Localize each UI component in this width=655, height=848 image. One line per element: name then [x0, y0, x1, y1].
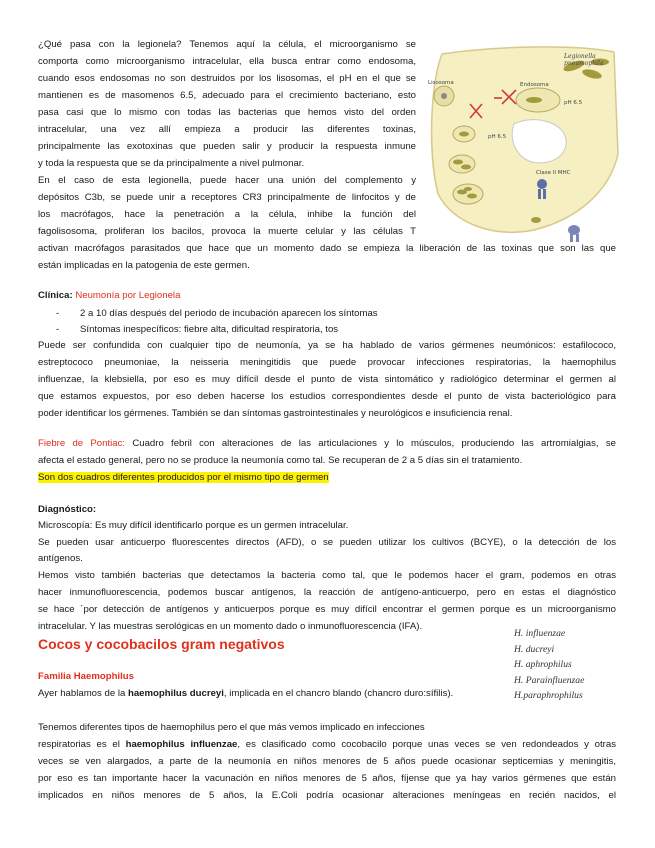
text-line: Hemos visto también bacterias que detectamos la bacteria como tal, que le podemos hacer el gram, podemos en otras — [38, 570, 616, 581]
bullet-dash: - — [56, 308, 60, 319]
text-line: Tenemos diferentes tipos de haemophilus pero el que más vemos implicado en infecciones — [38, 722, 425, 733]
ph-label-low: pH 6.5 — [488, 134, 507, 140]
text-line: principalmente las exotoxinas que pueden salir y producir la respuesta inmune — [38, 141, 416, 152]
species-item: H.paraphrophilus — [514, 690, 583, 701]
section-title: Cocos y cocobacilos gram negativos — [38, 636, 285, 652]
familia-line — [38, 686, 453, 702]
text-line: Se pueden usar anticuerpo fluorescentes directos (AFD), o se pueden utilizar los cultivos (BCYE), o la detección de los — [38, 537, 616, 548]
text-line: estreptococo pneumoniae, la neisseria meningitidis que puede provocar infecciones respiratorias, la haemophilus — [38, 357, 616, 368]
text-line — [38, 737, 616, 753]
species-item: H. influenzae — [514, 628, 566, 639]
clinica-label: Clínica: — [38, 290, 73, 301]
highlight-text: Son dos cuadros diferentes producidos por el mismo tipo de germen — [38, 472, 329, 483]
ph-label-high: pH 6.5 — [564, 100, 583, 106]
text-line: intracelular. Y las muestras serológicas en un momento dado o inmunofluorescencia (IFA). — [38, 621, 423, 632]
text-line: antígenos. — [38, 553, 83, 564]
lysosome-label: Lisosoma — [428, 80, 454, 86]
pontiac-text: Cuadro febril con alteraciones de las articulaciones y lo músculos, produciendo las artromialgias, se — [125, 438, 616, 449]
pontiac-label: Fiebre de Pontiac: — [38, 438, 126, 449]
text-line: En el caso de esta legionella, puede hacer una unión del complemento y — [38, 175, 416, 186]
text-line: que estamos expuestos, por eso deben hacerse los estudios correspondientes desde el punto de vista bacteriológico para — [38, 391, 616, 402]
familia-bold: haemophilus ducreyi — [127, 688, 224, 699]
endosome-label: Endosoma — [520, 82, 549, 88]
clinica-heading — [38, 288, 180, 304]
pontiac-line — [38, 436, 616, 452]
text-line: implicados en niños menores de 5 años, la E.Coli podría ocasionar alteraciones meníngeas en recién nacidos, el — [38, 790, 616, 801]
text-fragment-bold: haemophilus influenzae — [125, 739, 238, 750]
text-line: influenzae, la klebsiella, por eso es muy difícil desde el punto de vista sintomático y radiológico determinar el germen al — [38, 374, 616, 385]
bullet-text: 2 a 10 días después del periodo de incubación aparecen los síntomas — [80, 308, 378, 319]
text-line: Microscopía: Es muy difícil identificarlo porque es un germen intracelular. — [38, 520, 349, 531]
diagnostico-heading: Diagnóstico: — [38, 504, 97, 515]
clinica-title: Neumonía por Legionela — [75, 290, 181, 301]
species-item: H. aphrophilus — [514, 659, 572, 670]
species-item: H. Parainfluenzae — [514, 675, 585, 686]
text-line: ¿Qué pasa con la legionela? Tenemos aquí la célula, el microorganismo se — [38, 39, 416, 50]
text-fragment: , es clasificado como cocobacilo porque unas veces se ven redondeados y otras — [237, 739, 616, 750]
lysosome — [434, 86, 454, 106]
text-line: los macrófagos, hace la penetración a la célula, inhibe la función del — [38, 209, 416, 220]
pontiac-line: afecta el estado general, pero no se produce la neumonía como tal. Se recuperan de 2 a 5 días sin el tratamiento. — [38, 455, 523, 466]
text-line: por eso es tan importante hacer la vacunación en niños menores de 5 años, fíjense que ya hay varios gérmenes que están — [38, 773, 616, 784]
text-line: Puede ser confundida con cualquier tipo de neumonía, ya se ha hablado de varios gérmenes neumónicos: estafilococo, — [38, 340, 616, 351]
endosome — [516, 88, 560, 112]
text-line: intracelular, una vez allí empieza a producir las diferentes toxinas, — [38, 124, 416, 135]
legionella-label: Legionella — [564, 53, 596, 60]
species-item: H. ducreyi — [514, 644, 555, 655]
infection-diagram-svg — [424, 44, 620, 242]
text-line: veces se ven alargados, a parte de la neumonía en niños menores de 5 años puede ocasionar septicemias y meningitis, — [38, 756, 616, 767]
text-line: poder identificar los gérmenes. También se dan síntomas gastrointestinales y neurológicos e insuficiencia renal. — [38, 408, 513, 419]
bullet-text: Síntomas inespecíficos: fiebre alta, dificultad respiratoria, tos — [80, 324, 339, 335]
text-fragment: respiratorias es el — [38, 739, 126, 750]
bullet-dash: - — [56, 324, 60, 335]
text-line: activan macrófagos parasitados que hace que un momento dado se empieza la liberación de las toxinas que son las que — [38, 243, 616, 254]
text-line: hacer inmunofluorescencia, podemos buscar antígenos, la reacción de antígeno-anticuerpo, pero en estas el diagnóstico — [38, 587, 616, 598]
pneumophila-label: pneumophila — [564, 60, 604, 67]
familia-post: , implicada en el chancro blando (chancro duro:sífilis). — [223, 688, 454, 699]
text-line: se hace ´por detección de antígenos y anticuerpos porque es muy difícil encontrar el germen porque es un microorganismo — [38, 604, 616, 615]
familia-pre: Ayer hablamos de la — [38, 688, 128, 699]
text-line: están implicadas en la patogenia de este germen. — [38, 260, 250, 271]
text-line: y toda la respuesta que se da principalmente a nivel pulmonar. — [38, 158, 305, 169]
mhc-label: Clase II MHC — [536, 170, 571, 176]
familia-heading: Familia Haemophilus — [38, 671, 134, 682]
legionella-infection-figure — [424, 44, 620, 242]
text-line: comporta como microorganismo intracelular, ella busca entrar como endosoma, — [38, 56, 416, 67]
text-line: mantienen es de masomenos 6.5, adecuado para el crecimiento bacteriano, esto — [38, 90, 416, 101]
text-line: depósitos C3b, se puede unir a receptores CR3 principalmente de linfocitos y de — [38, 192, 416, 203]
text-line: fagolisosoma, proliferan los bacilos, provoca la muerte celular y las células T — [38, 226, 416, 237]
highlight-note — [38, 470, 329, 486]
text-line: cuando esos endosomas no son destruidos por los lisosomas, el pH en el que se — [38, 73, 416, 84]
text-line: pasa casi que lo mismo con todas las bacterias que hemos visto del orden — [38, 107, 416, 118]
